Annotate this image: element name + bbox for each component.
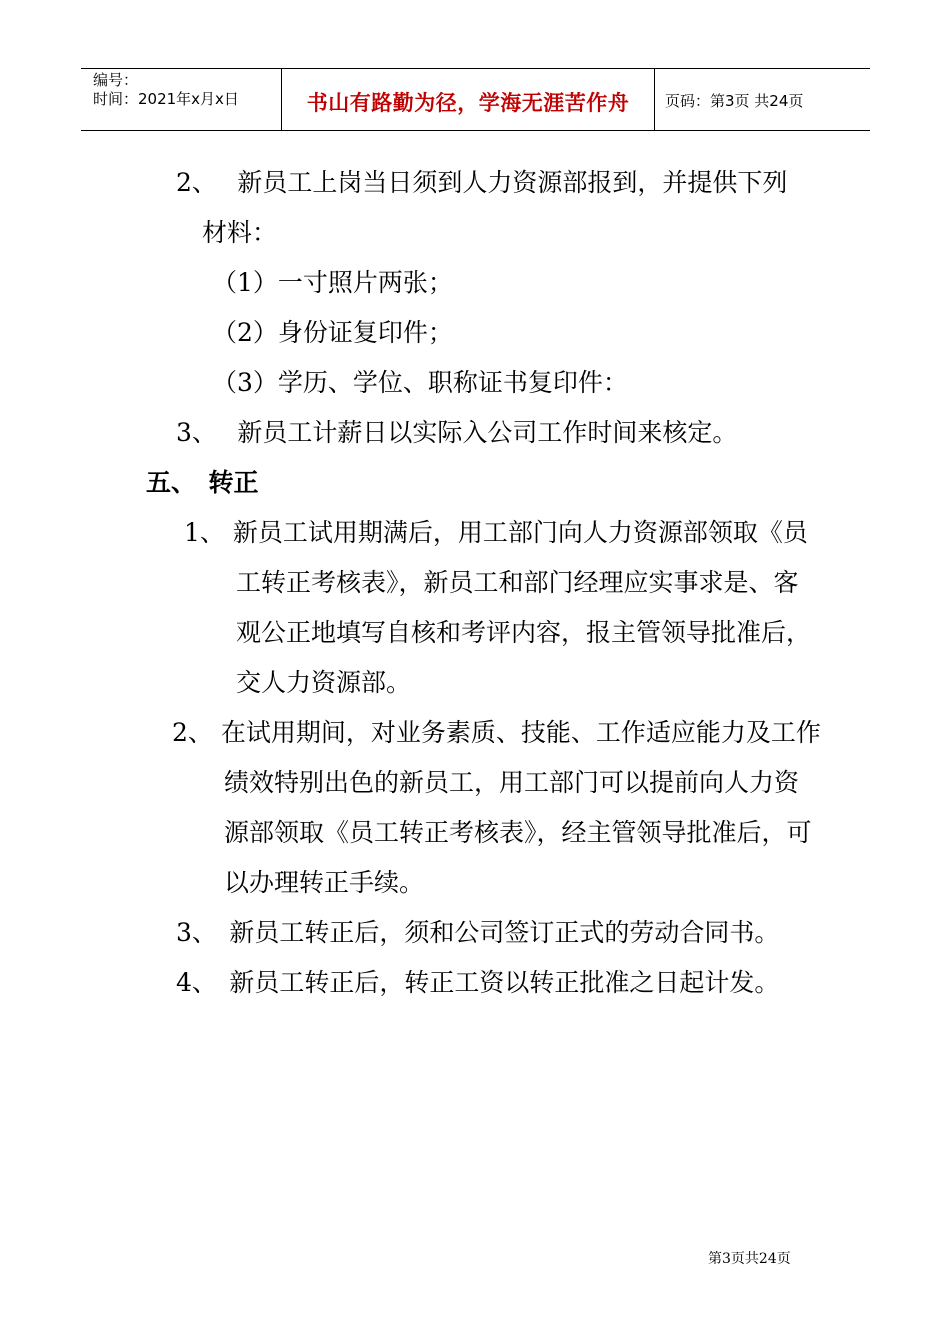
header-info-cell: [81, 69, 282, 130]
paragraph-line: 以办理转正手续。: [224, 868, 425, 897]
header-motto-cell: [282, 69, 655, 130]
paragraph-line: 1、 新员工试用期满后，用工部门向人力资源部领取《员: [184, 518, 808, 547]
doc-time: 时间：2021年x月x日: [93, 90, 239, 108]
paragraph-line: 绩效特别出色的新员工，用工部门可以提前向人力资: [224, 768, 800, 797]
footer-page-number: 第3页共24页: [708, 1251, 791, 1267]
header-table: [81, 68, 870, 131]
doc-number: 编号：: [93, 71, 139, 89]
paragraph-line: 2、 在试用期间，对业务素质、技能、工作适应能力及工作: [172, 718, 821, 747]
list-item: （3）学历、学位、职称证书复印件：: [212, 368, 628, 397]
paragraph-line: 交人力资源部。: [236, 668, 412, 697]
paragraph-line: 观公正地填写自核和考评内容，报主管领导批准后，: [236, 618, 812, 647]
motto: 书山有路勤为径，学海无涯苦作舟: [306, 91, 630, 115]
paragraph-line: 2、 新员工上岗当日须到人力资源部报到，并提供下列: [176, 168, 788, 197]
section-heading: 五、 转正: [146, 468, 259, 497]
paragraph-line: 工转正考核表》，新员工和部门经理应实事求是、客: [236, 568, 799, 597]
list-item: （2）身份证复印件；: [212, 318, 453, 347]
paragraph-line: 3、 新员工计薪日以实际入公司工作时间来核定。: [176, 418, 738, 447]
header-page-cell: [655, 69, 870, 130]
paragraph-line: 材料：: [202, 218, 278, 247]
header-page-number: 页码：第3页 共24页: [665, 92, 804, 110]
list-item: （1）一寸照片两张；: [212, 268, 453, 297]
paragraph-line: 源部领取《员工转正考核表》，经主管领导批准后，可: [224, 818, 812, 847]
paragraph-line: 3、 新员工转正后，须和公司签订正式的劳动合同书。: [176, 918, 780, 947]
paragraph-line: 4、 新员工转正后，转正工资以转正批准之日起计发。: [176, 968, 780, 997]
